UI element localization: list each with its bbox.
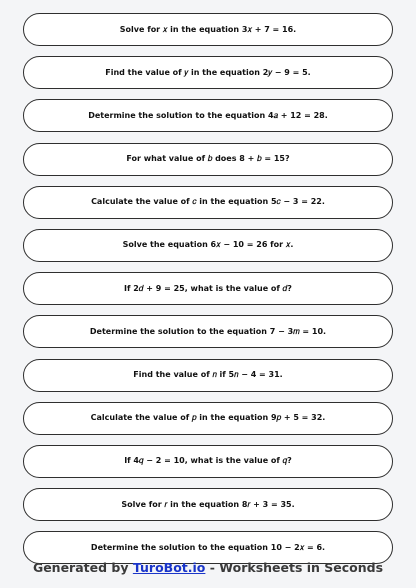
question-card-3 — [23, 99, 393, 132]
question-text: If 4𝑞 − 2 = 10, what is the value of 𝑞? — [124, 456, 292, 466]
question-text: Calculate the value of 𝑐 in the equation 5𝑐 − 3 = 22. — [91, 197, 325, 207]
footer-suffix: - Worksheets in Seconds — [205, 560, 384, 575]
question-card-11 — [23, 445, 393, 478]
question-text: Solve for 𝑟 in the equation 8𝑟 + 3 = 35. — [121, 499, 295, 509]
turobot-link[interactable]: TuroBot.io — [132, 560, 206, 575]
question-text: Determine the solution to the equation 10 − 2𝑥 = 6. — [90, 542, 326, 552]
question-text: Find the value of 𝑛 if 5𝑛 − 4 = 31. — [133, 370, 283, 379]
question-card-12 — [23, 488, 393, 521]
question-text: Determine the solution to the equation 7 − 3𝑚 = 10. — [89, 326, 327, 336]
question-card-6 — [23, 229, 393, 262]
question-text: Determine the solution to the equation 4𝑎 + 12 = 28. — [88, 110, 328, 120]
question-card-8 — [23, 315, 393, 348]
question-text: Solve the equation 6𝑥 − 10 = 26 for 𝑥. — [122, 240, 294, 250]
question-text: Solve for 𝑥 in the equation 3𝑥 + 7 = 16. — [119, 24, 297, 34]
footer-prefix: Generated by — [32, 560, 133, 575]
question-list — [23, 13, 393, 574]
question-card-4 — [23, 143, 393, 176]
question-text: If 2𝑑 + 9 = 25, what is the value of 𝑑? — [124, 283, 292, 293]
question-card-10 — [23, 402, 393, 435]
footer — [0, 560, 416, 575]
question-card-1 — [23, 13, 393, 46]
question-card-7 — [23, 272, 393, 305]
question-text: For what value of 𝑏 does 8 + 𝑏 = 15? — [126, 154, 290, 164]
question-text: Find the value of 𝑦 in the equation 2𝑦 − 9 = 5. — [105, 67, 311, 77]
question-text: Calculate the value of 𝑝 in the equation 9𝑝 + 5 = 32. — [90, 413, 326, 423]
question-card-9 — [23, 359, 393, 392]
question-card-5 — [23, 186, 393, 219]
question-card-2 — [23, 56, 393, 89]
